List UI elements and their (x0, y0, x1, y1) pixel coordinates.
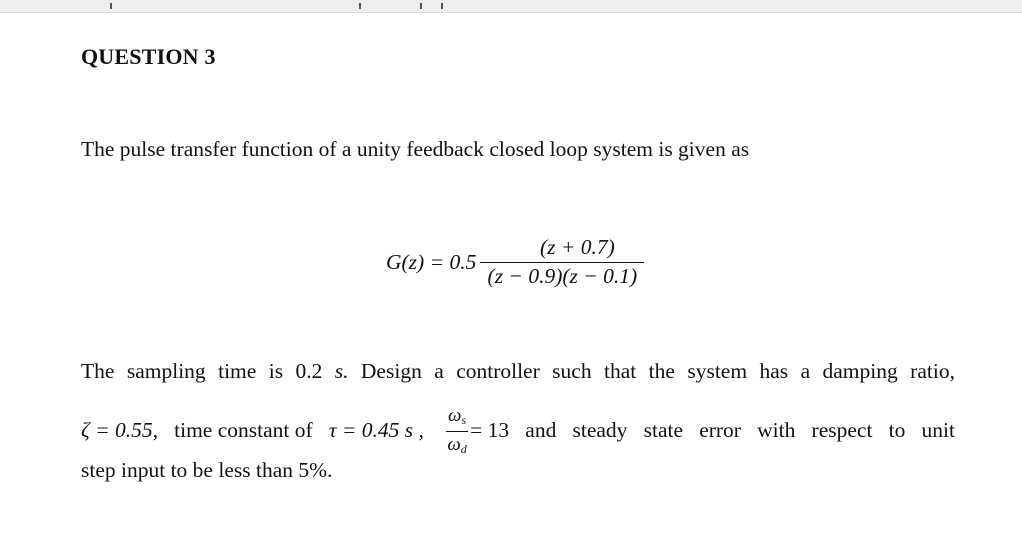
question-heading: QUESTION 3 (81, 44, 216, 69)
word: respect (811, 418, 873, 442)
ratio-denominator: $\omega_d$ (447, 434, 467, 456)
equation-lhs: G(z) = 0.5 (386, 249, 477, 274)
damping-ratio-value: ζ = 0.55, (81, 418, 158, 442)
ratio-bar (446, 431, 468, 432)
word: The (81, 359, 115, 383)
transfer-function-equation (386, 230, 644, 294)
sampling-ratio-fraction (446, 406, 468, 459)
strip-mark (420, 3, 422, 9)
word: a (800, 359, 811, 383)
time-constant-value: τ = 0.45 s , (328, 418, 424, 442)
ratio-numerator: $\omega_s$ (448, 405, 467, 427)
ratio-value: = 13 (470, 418, 510, 442)
spec-line-1 (81, 359, 955, 384)
intro-paragraph: The pulse transfer function of a unity feedback closed loop system is given as (81, 137, 750, 161)
word: steady (572, 418, 628, 442)
word: the (648, 359, 675, 383)
spec-line-2 (81, 404, 955, 457)
equation-numerator: (z + 0.7) (539, 235, 615, 259)
word: a (434, 359, 444, 383)
strip-mark (441, 3, 443, 9)
word: that (604, 359, 637, 383)
sampling-ratio (440, 404, 509, 457)
word: has (759, 359, 789, 383)
word: unit (921, 418, 955, 442)
word: 0.2 (295, 359, 323, 383)
word: Design (360, 359, 422, 383)
strip-mark (110, 3, 112, 9)
word: is (268, 359, 284, 383)
word: time (218, 359, 257, 383)
word: with (757, 418, 796, 442)
time-constant-text: time constant of (174, 418, 313, 442)
word: such (552, 359, 592, 383)
word: s. (334, 359, 349, 383)
word: sampling (126, 359, 206, 383)
word: controller (456, 359, 540, 383)
word: to (888, 418, 906, 442)
equation-fraction (476, 235, 644, 289)
word: state (643, 418, 684, 442)
word: ratio, (910, 359, 955, 383)
word: damping (822, 359, 898, 383)
equation-denominator: (z − 0.9)(z − 0.1) (487, 264, 638, 288)
word: error (699, 418, 741, 442)
spec-line-3: step input to be less than 5%. (81, 458, 333, 482)
strip-mark (359, 3, 361, 9)
top-scroll-strip (0, 0, 1022, 13)
word: and (525, 418, 557, 442)
word: system (687, 359, 748, 383)
